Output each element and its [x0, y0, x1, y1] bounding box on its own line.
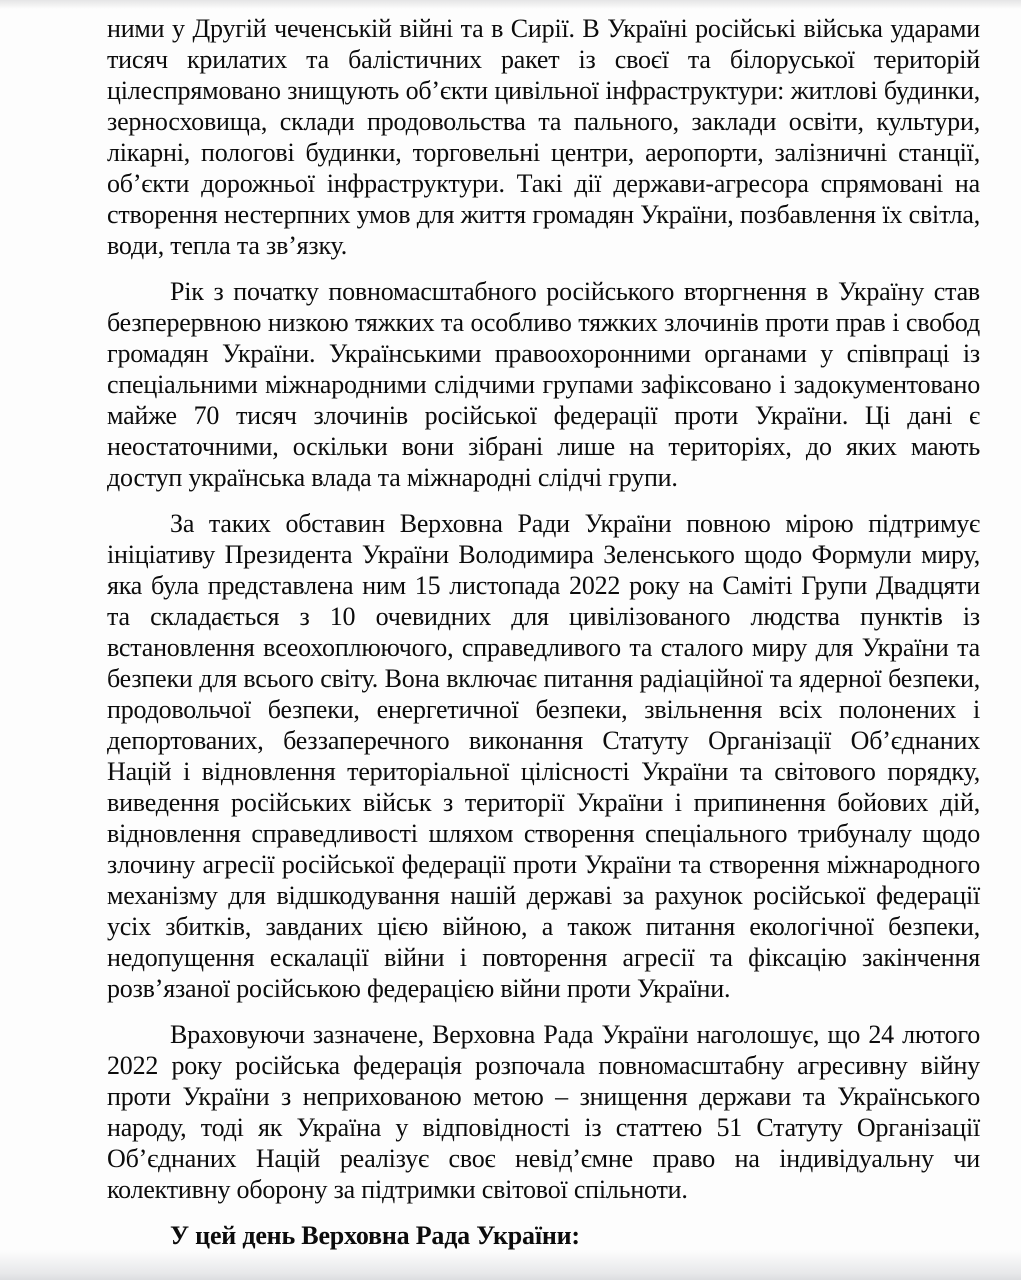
paragraph-peace-formula: За таких обставин Верховна Ради України повною мірою підтримує ініціативу Президента України Володимира Зеленського щодо Формули миру, яка була представлена ним 15 листопада 2022 року на Саміті Групи Двадцяти та складається з 10 очевидних для цивілізованого людства пунктів із встановлення всеохоплюючого, справедливого та сталого миру для України та безпеки для всього світу. Вона включає питання радіаційної та ядерної безпеки, продовольчої безпеки, енергетичної безпеки, звільнення всіх полонених і депортованих, беззаперечного виконання Статуту Організації Об’єднаних Націй і відновлення територіальної цілісності України та світового порядку, виведення російських військ з території України і припинення бойових дій, відновлення справедливості шляхом створення спеціального трибуналу щодо злочину агресії російської федерації проти України та створення міжнародного механізму для відшкодування нашій державі за рахунок російської федерації усіх збитків, завданих цією війною, а також питання екологічної безпеки, недопущення ескалації війни і повторення агресії та фіксацію закінчення розв’язаної російською федерацією війни проти України.	[107, 509, 980, 1003]
section-heading: У цей день Верховна Рада України:	[170, 1221, 580, 1250]
paragraph-year-of-invasion: Рік з початку повномасштабного російського вторгнення в Україну став безперервною низкою тяжких та особливо тяжких злочинів проти прав і свобод громадян України. Українськими правоохоронними органами у співпраці із спеціальними міжнародними слідчими групами зафіксовано і задокументовано майже 70 тисяч злочинів російської федерації проти України. Ці дані є неостаточними, оскільки вони зібрані лише на територіях, до яких мають доступ українська влада та міжнародні слідчі групи.	[107, 277, 980, 492]
paragraph-war-crimes-infrastructure: ними у Другій чеченській війні та в Сирії. В Україні російські війська ударами тисяч крилатих та балістичних ракет із своєї та білоруської територій цілеспрямовано знищують об’єкти цивільної інфраструктури: житлові будинки, зерносховища, склади продовольства та пального, заклади освіти, культури, лікарні, пологові будинки, торговельні центри, аеропорти, залізничні станції, об’єкти дорожньої інфраструктури. Такі дії держави-агресора спрямовані на створення нестерпних умов для життя громадян України, позбавлення їх світла, води, тепла та зв’язку.	[107, 14, 980, 260]
paragraph-un-charter-article-51: Враховуючи зазначене, Верховна Рада України наголошує, що 24 лютого 2022 року російська федерація розпочала повномасштабну агресивну війну проти України з неприхованою метою – знищення держави та Українського народу, тоді як Україна у відповідності із статтею 51 Статуту Організації Об’єднаних Націй реалізує своє невід’ємне право на індивідуальну чи колективну оборону за підтримки світової спільноти.	[107, 1020, 980, 1204]
page-bottom-edge	[0, 1250, 1021, 1280]
